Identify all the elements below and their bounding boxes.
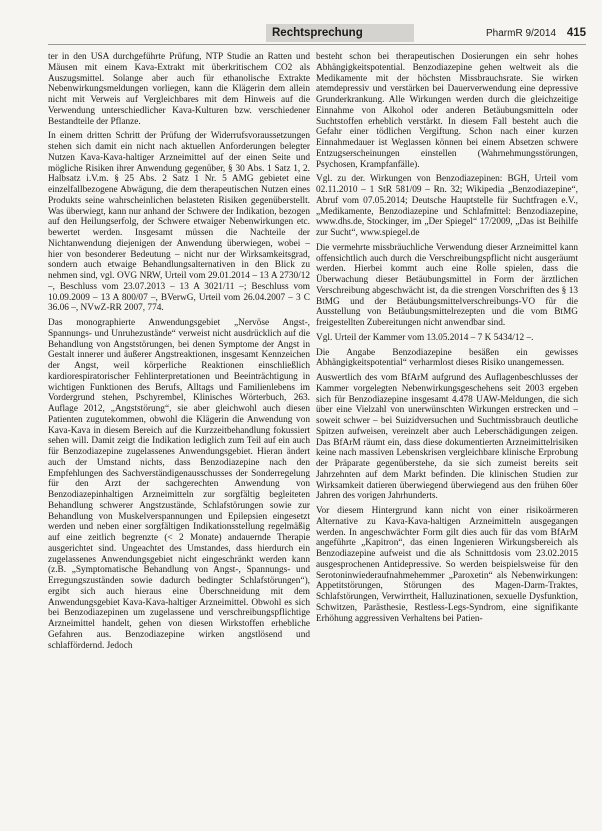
paragraph: Das monographierte Anwendungsgebiet „Nervöse Angst-, Spannungs- und Unruhezustände“ verweist nicht ausdrücklich auf die Behandlung von Angststörungen, bei denen Symptome der Angst in Gestalt innerer und äußerer Angstreaktionen, insgesamt Kennzeichen der Angst, weil körperliche Reaktionen einschließlich kardiorespiratorischer Fehlinterpretationen und Beeinträchtigung in wichtigen Funktionen des Berufs, Alltags und Familienlebens im Vordergrund stehen, Pschyrembel, Klinisches Wörterbuch, 263. Auflage 2012, „Angststörung“, sie aber gleichwohl auch diesen Patienten zugutekommen, obwohl die Klägerin die Anwendung von Kava-Kava in diesem Bereich auf die Kurzzeitbehandlung fokussiert sehen will. Damit zeigt die Indikation lediglich zum Teil auf ein auch für Benzodiazepine zugelassenes Anwendungsgebiet. Hieran ändert auch der Umstand nichts, dass Benzodiazepine nach den Empfehlungen des Sachverständigenausschusses der Sonderregelung für den Arzt der sachgerechten Anwendung von Benzodiazepinhaltigen Arzneimitteln zur sorgfältig begleiteten Behandlung schwerer Angstzustände, Schlafstörungen sowie zur Behandlung von Muskelverspannungen und Epilepsien eingesetzt werden und neben einer sorgfältigen Indikationsstellung regelmäßig auf eine zeitlich begrenzte (< 2 Monate) andauernde Therapie ausgerichtet sind. Ungeachtet des Umstandes, dass hierdurch ein zugelassenes Anwendungsgebiet nicht eingeschränkt werden kann (z.B. „Symptomatische Behandlung von Angst-, Spannungs- und Erregungszuständen sowie dadurch bedingter Schlafstörungen“), ergibt sich auch hieraus eine Überschneidung mit dem Anwendungsgebiet Kava-Kava-haltiger Arzneimittel. Obwohl es sich bei Benzodiazepinen um zugelassene und verschreibungspflichtige Arzneimittel handelt, gehen von diesen Wirkstoffen erhebliche Gefahren aus. Benzodiazepine wirken angstlösend und schlaffördernd. Jedoch (48, 318, 310, 651)
journal-citation: PharmR 9/2014 (485, 28, 557, 39)
citation-paragraph: Vgl. Urteil der Kammer vom 13.05.2014 – 7 K 5434/12 –. (316, 332, 534, 343)
left-column (48, 52, 310, 824)
paragraph: Vor diesem Hintergrund kann nicht von einer risikoärmeren Alternative zu Kava-Kava-haltigen Arzneimitteln ausgegangen werden. In angeschwächter Form gilt dies auch für das vom BfArM angeführte „Kapitron“, das einen Ingenieren Wirkungsbereich als Benzodiazepine aufweist und die als Schnittdosis vom 23.02.2015 ausgesprochenen Antidepressive. So werden beispielsweise für den Serotoninwiederaufnahmehemmer „Paroxetin“ als Nebenwirkungen: Appetitstörungen, Störungen des Magen-Darm-Traktes, Schlafstörungen, Verwirrtheit, Halluzinationen, sexuelle Dysfunktion, Schwitzen, Parästhesie, Restless-Legs-Syndrom, eine signifikante Erhöhung aggressiven Verhaltens bei Patien- (316, 506, 578, 624)
paragraph: Die Angabe Benzodiazepine besäßen ein gewisses Abhängigkeitspotential“ verharmlost dieses Risiko unangemessen. (316, 347, 578, 369)
citation-paragraph: Vgl. zu der. Wirkungen von Benzodiazepinen: BGH, Urteil vom 02.11.2010 – 1 StR 581/09 – Rn. 32; Wikipedia „Benzodiazepine“, Abruf vom 07.05.2014; Deutsche Hauptstelle für Suchtfragen e.V., „Medikamente, Benzodiazepine und Schlafmittel: Benzodiazepine, www.dhs.de, Stockinger, im „Der Spiegel“ 17/2009, „Das ist Beihilfe zur Sucht“, www.spiegel.de (316, 174, 578, 238)
right-column (316, 52, 578, 824)
header-rule (48, 44, 586, 45)
paragraph: In einem dritten Schritt der Prüfung der Widerrufsvoraussetzungen stehen sich damit ein nicht nach aktuellen Anforderungen belegter Nutzen Kava-Kava-haltiger Arzneimittel auf der einen Seite und mögliche Risiken ihrer Anwendung gegenüber, § 30 Abs. 1 Satz 1, 2. Halbsatz i.V.m. § 25 Abs. 2 Satz 1 Nr. 5 AMG gebietet eine einzelfallbezogene Abwägung, die dem therapeutischen Nutzen eines Produkts seine wahrscheinlichen belasteten Risiken gegenüberstellt. Was überwiegt, kann nur anhand der Schwere der Indikation, bezogen auf den Heilungserfolg, der Schwere etwaiger Nebenwirkungen etc. bewertet werden. Insgesamt müssen die Nachteile der Nichtanwendung diejenigen der Anwendung überwiegen, wobei – hier von besonderer Bedeutung – nicht nur der Wirksamkeitsgrad, sondern auch etwaige Behandlungsalternativen in den Blick zu nehmen sind, vgl. OVG NRW, Urteil vom 29.01.2014 – 13 A 2730/12 –, Beschluss vom 23.07.2013 – 13 A 3021/11 –; Beschluss vom 10.09.2009 – 13 A 800/07 –, BVerwG, Urteil vom 26.04.2007 – 3 C 36.06 –, NVwZ-RR 2007, 774. (48, 131, 310, 314)
paragraph: besteht schon bei therapeutischen Dosierungen ein sehr hohes Abhängigkeitspotential. Benzodiazepine gehen weltweit als die Medikamente mit der höchsten Missbrauchsrate. Sie wirken atemdepressiv und verstärken bei Dauerverwendung eine depressive Grunderkrankung. Alle Wirkungen werden durch die gleichzeitige Einnahme von Alkohol oder anderen Betäubungsmitteln oder Suchtstoffen erheblich verstärkt. In diesem Fall besteht auch die Gefahr einer tödlichen Vergiftung. Schon nach einer kurzen Einnahmedauer ist Weglassen können bei einem Absetzen schwere Entzugserscheinungen einstellen (Wahrnehmungsstörungen, Psychosen, Krampfanfälle). (316, 52, 578, 170)
running-head (486, 27, 586, 39)
paragraph: ter in den USA durchgeführte Prüfung, NTP Studie an Ratten und Mäusen mit einem Kava-Extrakt mit überkritischem CO2 als Auszugsmittel. Solange aber auch für ethanolische Extrakte Nebenwirkungsmeldungen vorliegen, kann die Klägerin dem allein nicht mit Verweis auf Vergleichbares mit dem Hinweis auf die Verwendung unterschiedlicher Kava-Kulturen bzw. verschiedener Bestandteile der Pflanze. (48, 52, 310, 127)
paragraph: Auswertlich des vom BfArM aufgrund des Auflagenbeschlusses der Kammer vorgelegten Nebenwirkungsgeschehens seit 2003 ergeben sich für Benzodiazepine insgesamt 4.478 UAW-Meldungen, die sich über eine Vielzahl von unerwünschten Wirkungen erstrecken und – soweit schwer – bei Suizidversuchen und Suchtmissbrauch deutliche Spitzen aufweisen, vereinzelt aber auch Leberschädigungen zeigen. Das BfArM räumt ein, dass diese dokumentierten Arzneimittelrisiken keine nach massiven Lebenskrisen vergleichbare klinische Erprobung der Präparate gegenüberstehe, da sie sich zumeist bereits seit Jahrzehnten auf dem Markt befinden. Die klinischen Studien zur Wirksamkeit datieren überwiegend überwiegend aus den frühen 60er Jahren des vorigen Jahrhunderts. (316, 373, 578, 502)
section-header: Rechtsprechung (266, 24, 414, 42)
paragraph: Die vermehrte missbräuchliche Verwendung dieser Arzneimittel kann offensichtlich auch durch die Verschreibungspflicht nicht ausgeräumt werden. Hierbei kommt auch eine Rolle spielen, dass die Überwachung dieser Betäubungsmittel in Form der ärztlichen Verschreibung abgeschwächt ist, da die strengen Vorschriften des § 13 BtMG und der Betäubungsmittelverschreibungs-VO für die Ausstellung von Betäubungsmittelrezepten und die vom BtMG freigestellten Zubereitungen nicht anwendbar sind. (316, 242, 578, 328)
page-number: 415 (566, 27, 586, 39)
